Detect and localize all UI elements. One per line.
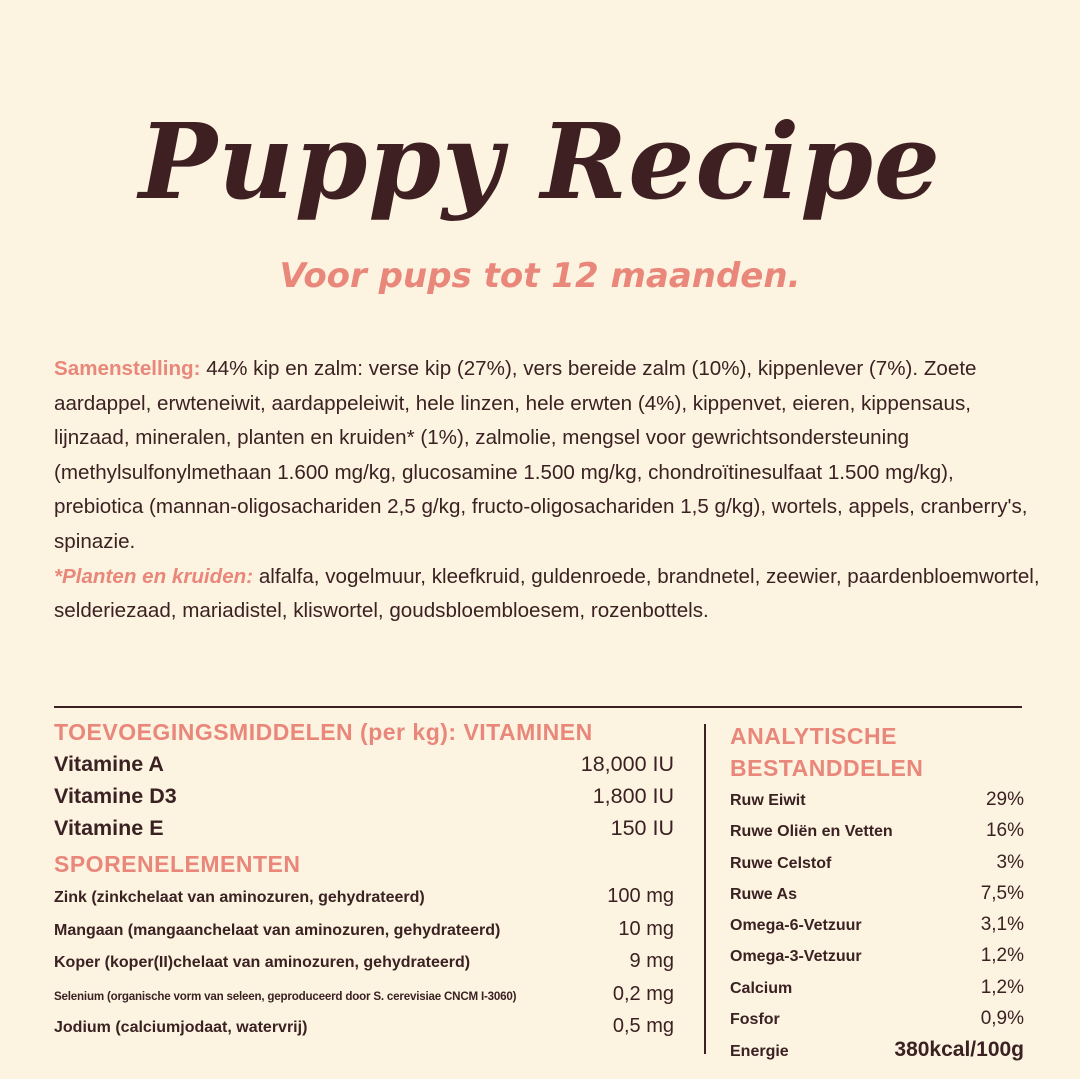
vitamin-row [54, 748, 674, 780]
analytical-row [730, 1034, 1024, 1065]
trace-row [54, 945, 674, 978]
trace-name: Selenium (organische vorm van seleen, geproduceerd door S. cerevisiae CNCM I-3060) [54, 989, 517, 1003]
trace-value: 10 mg [618, 917, 674, 940]
trace-name: Koper (koper(II)chelaat van aminozuren, gehydrateerd) [54, 954, 471, 971]
analytical-row [730, 972, 1024, 1003]
vitamin-value: 1,800 IU [592, 784, 674, 808]
page-title: Puppy Recipe [138, 100, 942, 223]
analytical-row [730, 784, 1024, 815]
section-divider [54, 706, 1022, 708]
analytical-name: Ruwe Celstof [730, 854, 832, 872]
trace-row [54, 1010, 674, 1043]
analytical-name: Fosfor [730, 1011, 780, 1029]
analytical-value: 29% [985, 789, 1024, 810]
trace-value: 0,2 mg [612, 982, 674, 1005]
analytical-row [730, 909, 1024, 940]
analytical-name: Calcium [730, 979, 793, 997]
analytical-value: 380kcal/100g [894, 1038, 1024, 1062]
composition-paragraph [54, 352, 1044, 629]
column-divider [704, 724, 706, 1054]
trace-row [54, 978, 674, 1011]
analytical-value: 0,9% [980, 1008, 1024, 1030]
analytical-value: 7,5% [980, 882, 1024, 904]
trace-value: 9 mg [629, 950, 674, 972]
trace-row [54, 880, 674, 913]
analytical-value: 3,1% [980, 914, 1024, 936]
trace-value: 0,5 mg [612, 1015, 674, 1037]
analytical-row [730, 815, 1024, 846]
vitamin-name: Vitamine D3 [54, 784, 177, 808]
analytical-row [730, 847, 1024, 878]
analytical-name: Energie [730, 1043, 789, 1061]
herbs-text: alfalfa, vogelmuur, kleefkruid, guldenroede, brandnetel, zeewier, paardenbloemwortel, selderiezaad, mariadistel, kliswortel, goudsbloembloesem, rozenbottels. [54, 564, 1040, 623]
vitamin-row [54, 780, 674, 812]
trace-heading: SPORENELEMENTEN [54, 851, 301, 877]
trace-name: Jodium (calciumjodaat, watervrij) [54, 1019, 308, 1036]
page-subtitle: Voor pups tot 12 maanden. [279, 256, 801, 296]
additives-section [54, 716, 674, 1043]
analytical-value: 1,2% [980, 976, 1024, 998]
analytical-section [730, 720, 1024, 1066]
vitamin-value: 150 IU [610, 816, 674, 840]
analytical-name: Omega-6-Vetzuur [730, 917, 862, 935]
analytical-heading-line1: ANALYTISCHE [730, 723, 897, 749]
analytical-value: 1,2% [980, 945, 1024, 967]
vitamin-name: Vitamine E [54, 816, 164, 840]
trace-name: Zink (zinkchelaat van aminozuren, gehydrateerd) [54, 889, 425, 906]
composition-label: Samenstelling: [54, 357, 201, 380]
vitamin-name: Vitamine A [54, 752, 164, 776]
herbs-label: *Planten en kruiden: [54, 564, 254, 588]
analytical-name: Ruwe As [730, 885, 797, 903]
analytical-row [730, 940, 1024, 971]
analytical-name: Omega-3-Vetzuur [730, 948, 862, 966]
trace-value: 100 mg [607, 885, 674, 907]
vitamin-value: 18,000 IU [580, 752, 674, 776]
analytical-heading [730, 720, 1024, 784]
analytical-heading-line2: BESTANDDELEN [730, 755, 924, 781]
analytical-value: 16% [985, 820, 1024, 842]
vitamin-row [54, 812, 674, 844]
trace-name: Mangaan (mangaanchelaat van aminozuren, gehydrateerd) [54, 921, 501, 939]
vitamins-heading: TOEVOEGINGSMIDDELEN (per kg): VITAMINEN [54, 719, 593, 745]
analytical-row [730, 1003, 1024, 1034]
composition-text: 44% kip en zalm: verse kip (27%), vers bereide zalm (10%), kippenlever (7%). Zoete aardappel, erwteneiwit, aardappeleiwit, hele linzen, hele erwten (4%), kippenvet, eieren, kippensaus, lijnzaad, mineralen, planten en kruiden* (1%), zalmolie, mengsel voor gewrichtsondersteuning (methylsulfonylmethaan 1.600 mg/kg, glucosamine 1.500 mg/kg, chondroïtinesulfaat 1.500 mg/kg), prebiotica (mannan-oligosachariden 2,5 g/kg, fructo-oligosachariden 1,5 g/kg), wortels, appels, cranberry's, spinazie. [54, 357, 1028, 553]
analytical-value: 3% [996, 851, 1024, 873]
analytical-name: Ruwe Oliën en Vetten [730, 823, 893, 841]
analytical-name: Ruw Eiwit [730, 792, 806, 809]
trace-row [54, 913, 674, 946]
analytical-row [730, 878, 1024, 909]
